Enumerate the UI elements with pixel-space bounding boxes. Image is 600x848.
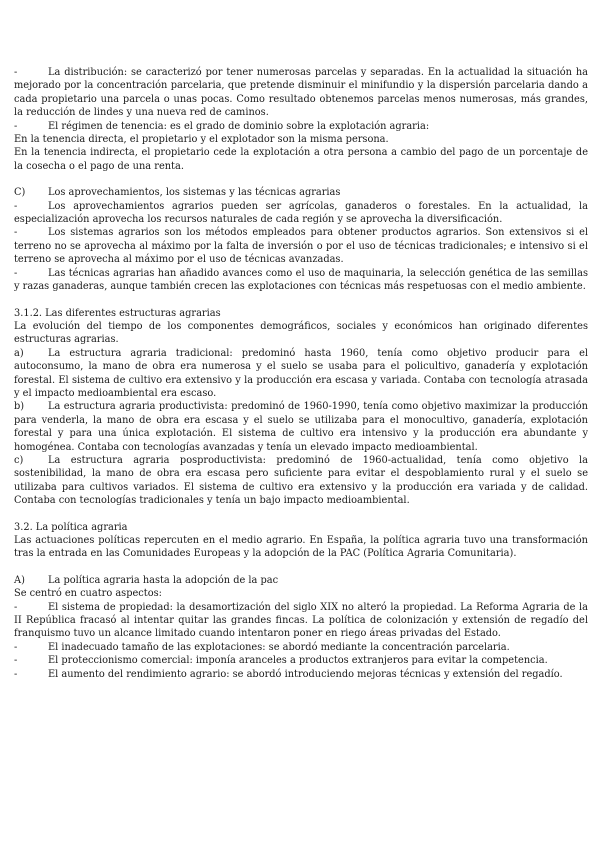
list-item-text: La estructura agraria tradicional: predominó hasta 1960, tenía como objetivo producir para el autoconsumo, la mano de obra era numerosa y el suelo se usaba para el policultivo, ganadería y explotación forestal. El sistema de cultivo era extensivo y la producción era escasa y variada. Contaba con tecnología atrasada y el impacto medioambiental era escaso. <box>14 347 588 399</box>
list-item <box>14 66 588 120</box>
list-marker: a) <box>14 347 24 359</box>
paragraph: Las actuaciones políticas repercuten en el medio agrario. En España, la política agraria tuvo una transformación tras la entrada en las Comunidades Europeas y la adopción de la PAC (Política Agraria Comunitaria). <box>14 535 588 560</box>
list-item-text: La estructura agraria posproductivista: predominó de 1960-actualidad, tenía como objetivo la sostenibilidad, la mano de obra era escasa pero suficiente para evitar el despoblamiento rural y el suelo se utilizaba para cultivos variados. El sistema de cultivo era extensivo y la producción era variada y de calidad. Contaba con tecnologías tradicionales y tenía un bajo impacto medioambiental. <box>14 454 588 507</box>
section-title: La política agraria hasta la adopción de la pac <box>48 574 279 586</box>
list-item <box>14 601 588 641</box>
list-item-text: La estructura agraria productivista: predominó de 1960-1990, tenía como objetivo maximizar la producción para venderla, la mano de obra era escasa y el suelo se utilizaba para el monocultivo, ganadería, explotación forestal y para una única explotación. El sistema de cultivo era intensivo y la producción era abundante y homogénea. Contaba con tecnologías avanzadas y tenía un elevado impacto medioambiental. <box>14 401 588 453</box>
list-item <box>14 668 588 681</box>
list-marker: - <box>14 641 18 653</box>
paragraph: Se centró en cuatro aspectos: <box>14 588 162 600</box>
list-item <box>14 200 588 227</box>
list-item <box>14 454 588 508</box>
document-page <box>14 66 588 681</box>
list-marker: - <box>14 655 18 667</box>
list-marker: - <box>14 67 18 78</box>
list-item <box>14 347 588 401</box>
list-marker: - <box>14 601 18 613</box>
list-item-text: Los aprovechamientos agrarios pueden ser agrícolas, ganaderos o forestales. En la actualidad, la especialización aprovecha los recursos naturales de cada región y se aprovecha la diversificación. <box>14 200 588 226</box>
paragraph: En la tenencia indirecta, el propietario cede la explotación a otra persona a cambio del pago de un porcentaje de la cosecha o el pago de una renta. <box>14 147 588 172</box>
list-item <box>14 267 588 294</box>
list-item-text: El aumento del rendimiento agrario: se abordó introduciendo mejoras técnicas y extensión del regadío. <box>48 668 563 680</box>
paragraph: En la tenencia directa, el propietario y el explotador son la misma persona. <box>14 134 389 146</box>
list-item <box>14 400 588 454</box>
list-marker: - <box>14 227 18 239</box>
section-marker: A) <box>14 574 25 586</box>
list-marker: - <box>14 200 18 212</box>
list-item-text: El sistema de propiedad: la desamortización del siglo XIX no alteró la propiedad. La Reforma Agraria de la II República fracasó al intentar quitar las grandes fincas. La política de colonización y extensión de regadío del franquismo tuvo un alcance limitado cuando intentaron poner en riego áreas privadas del Estado. <box>14 601 588 640</box>
list-item-text: El régimen de tenencia: es el grado de dominio sobre la explotación agraria: <box>48 120 430 132</box>
list-item-text: Los sistemas agrarios son los métodos empleados para obtener productos agrarios. Son extensivos si el terreno no se aprovecha al máximo por la falta de inversión o por el uso de técnicas tradicionales; e intensivo si el terreno se aprovecha al máximo por el uso de técnicas avanzadas. <box>14 227 588 266</box>
list-marker: b) <box>14 401 25 413</box>
list-item <box>14 641 588 654</box>
list-marker: - <box>14 267 18 279</box>
section-heading <box>14 186 588 199</box>
list-marker: - <box>14 120 18 132</box>
paragraph: La evolución del tiempo de los componentes demográficos, sociales y económicos han originado diferentes estructuras agrarias. <box>14 320 588 346</box>
list-item <box>14 226 588 266</box>
section-marker: C) <box>14 187 26 199</box>
list-item-text: El inadecuado tamaño de las explotaciones: se abordó mediante la concentración parcelaria. <box>48 641 510 653</box>
list-item <box>14 654 588 667</box>
list-item-text: La distribución: se caracterizó por tener numerosas parcelas y separadas. En la actualidad la situación ha mejorado por la concentración parcelaria, que pretende disminuir el minifundio y la dispersión parcelaria dando a cada propietario una parcela o unas pocas. Como resultado obtenemos parcelas menos numerosas, más grandes, la reducción de lindes y una nueva red de caminos. <box>14 67 588 119</box>
section-heading <box>14 574 588 587</box>
section-title: Los aprovechamientos, los sistemas y las técnicas agrarias <box>48 187 341 199</box>
list-item-text: Las técnicas agrarias han añadido avances como el uso de maquinaria, la selección genética de las semillas y razas ganaderas, aunque también crecen las explotaciones con técnicas más respetuosas con el medio ambiente. <box>14 267 588 293</box>
section-title: 3.1.2. Las diferentes estructuras agrarias <box>14 307 221 319</box>
list-item-text: El proteccionismo comercial: imponía aranceles a productos extranjeros para evitar la competencia. <box>48 655 548 667</box>
list-item <box>14 120 588 133</box>
list-marker: - <box>14 668 18 680</box>
list-marker: c) <box>14 454 24 466</box>
section-title: 3.2. La política agraria <box>14 521 128 533</box>
